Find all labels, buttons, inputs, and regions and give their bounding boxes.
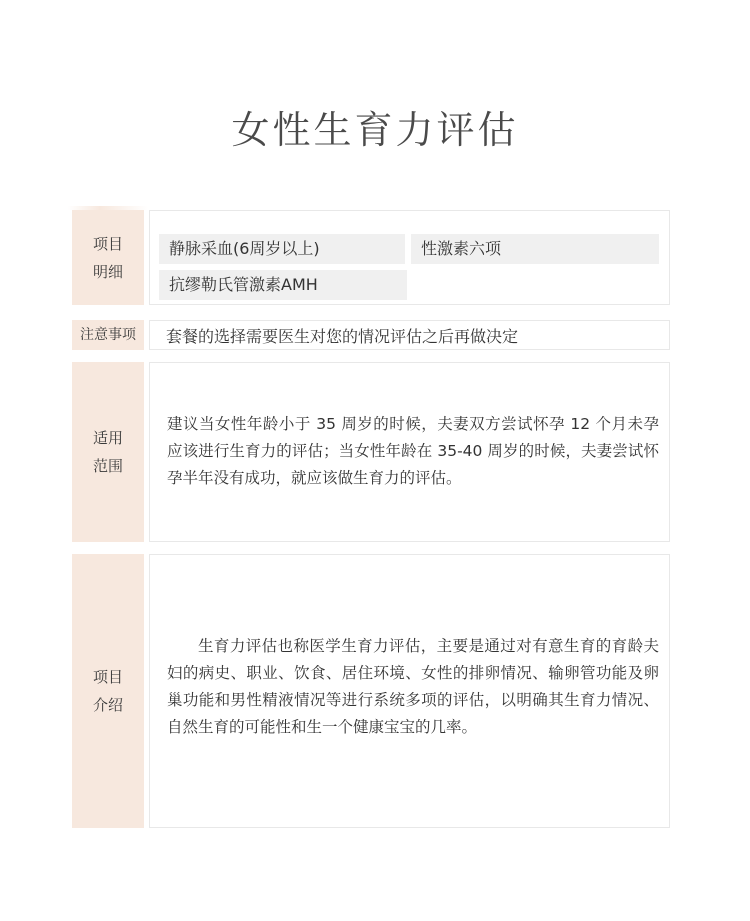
label-scope-line2: 范围 [92,457,123,475]
label-notice-text: 注意事项 [80,327,136,343]
row-notice [72,320,670,350]
scope-content [149,362,670,542]
intro-content [149,554,670,828]
item-chip-hormone: 性激素六项 [411,234,659,264]
label-items [72,210,144,305]
label-notice [72,320,144,350]
scope-text: 建议当女性年龄小于 35 周岁的时候，夫妻双方尝试怀孕 12 个月未孕应该进行生育力的评估；当女性年龄在 35-40 周岁的时候，夫妻尝试怀孕半年没有成功，就应该做生育力的评估。 [167,415,659,487]
label-scope [72,362,144,542]
row-items [72,210,670,305]
row-scope [72,362,670,542]
row-intro [72,554,670,828]
label-scope-line1: 适用 [92,429,123,447]
item-chip-amh: 抗缪勒氏管激素AMH [159,270,407,300]
items-content [149,210,670,305]
notice-text: 套餐的选择需要医生对您的情况评估之后再做决定 [166,326,519,346]
page-title: 女性生育力评估 [231,108,519,152]
label-items-line2: 明细 [92,262,123,281]
intro-text: 生育力评估也称医学生育力评估，主要是通过对有意生育的育龄夫妇的病史、职业、饮食、居住环境、女性的排卵情况、输卵管功能及卵巢功能和男性精液情况等进行系统多项的评估，以明确其生育力情况、自然生育的可能性和生一个健康宝宝的几率。 [167,637,659,736]
label-intro-line2: 介绍 [92,696,123,714]
label-intro [72,554,144,828]
label-intro-line1: 项目 [92,668,123,686]
label-items-line1: 项目 [92,234,123,253]
notice-content [149,320,670,350]
item-chip-blood: 静脉采血(6周岁以上) [159,234,405,264]
